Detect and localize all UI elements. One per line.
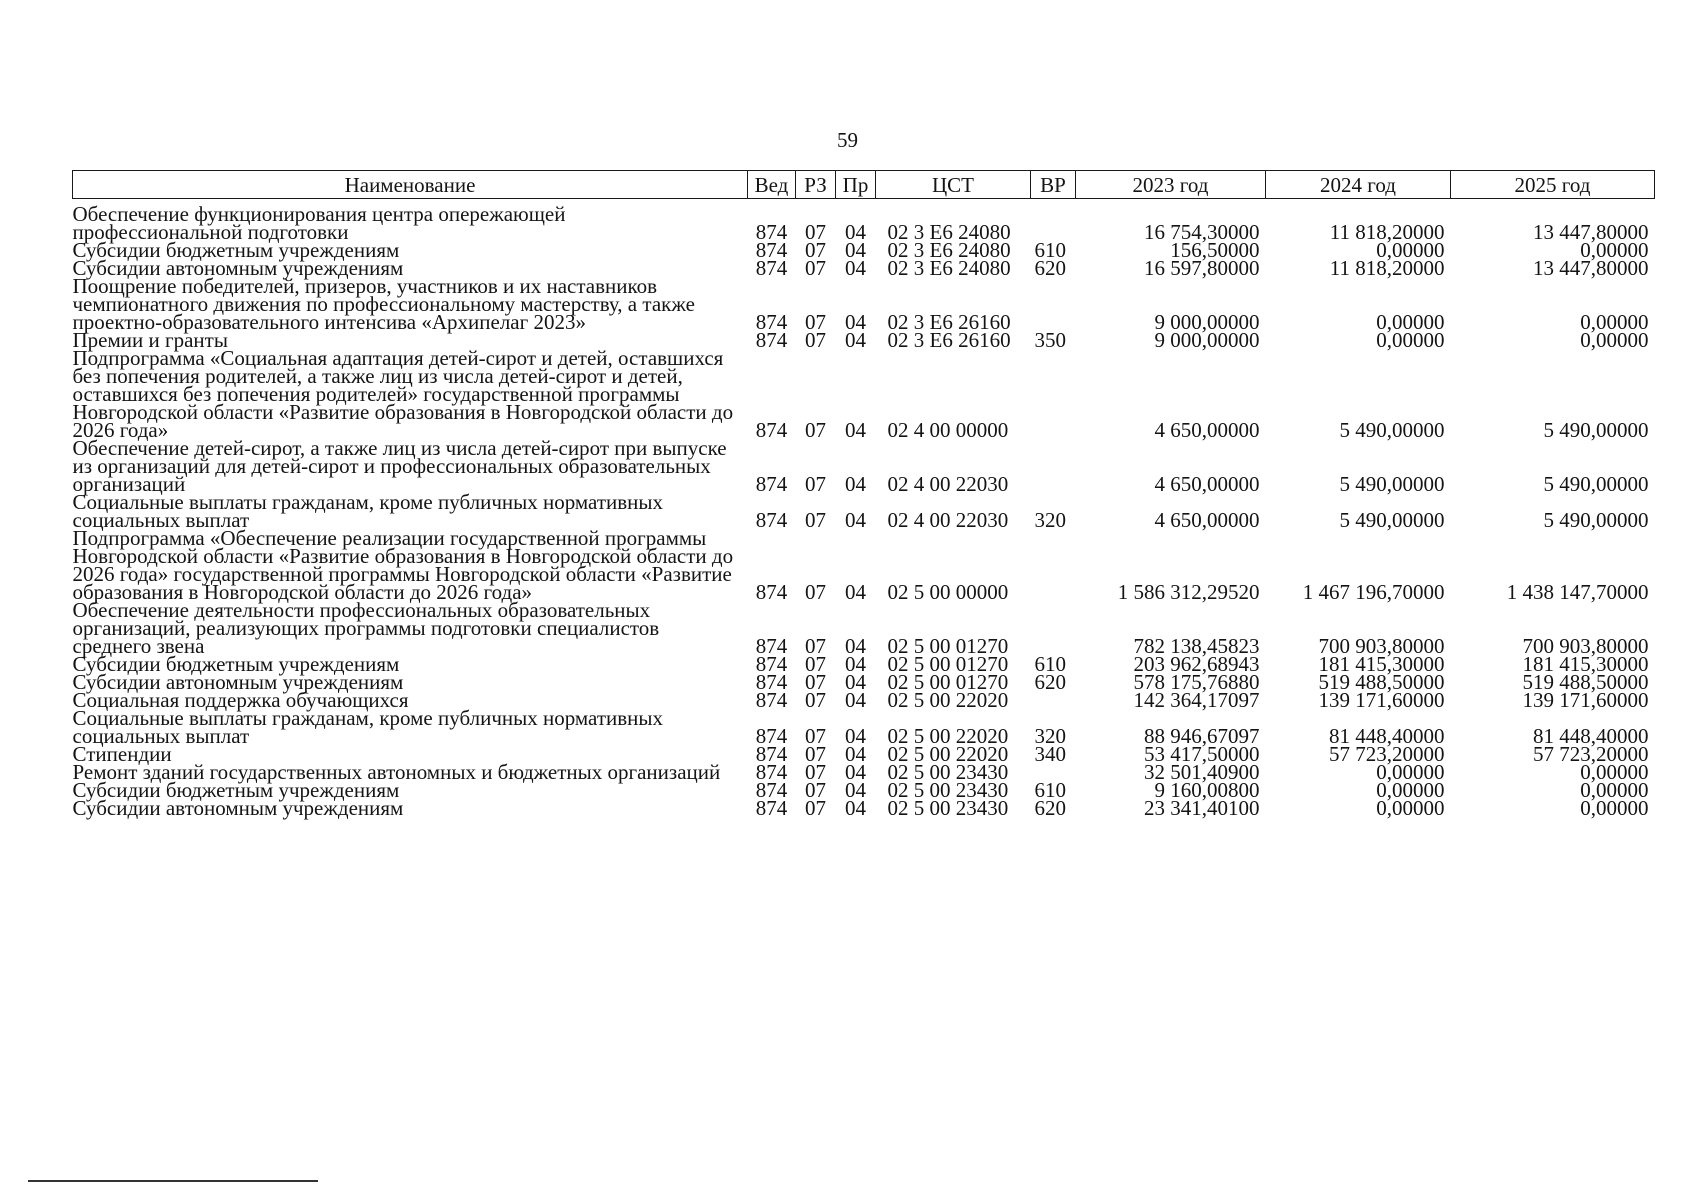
cell-pr: 04 [845,724,866,748]
cell-vr: 350 [1034,328,1066,352]
cell-name: Обеспечение детей-сирот, а также лиц из числа детей-сирот при выпуске из организаций для детей-сирот и профессиональных образовательных организаций [72,436,727,496]
table-row [73,799,1655,817]
cell-2024: 5 490,00000 [1339,508,1445,532]
table-row [73,199,1655,242]
cell-cst: 02 5 00 22020 [887,688,1009,712]
cell-rz: 07 [805,796,826,820]
cell-2024: 57 723,20000 [1329,742,1445,766]
cell-cst: 02 5 00 01270 [887,670,1009,694]
cell-2025: 0,00000 [1580,796,1649,820]
cell-ved: 874 [755,418,788,442]
cell-2023: 782 138,45823 [1133,634,1260,658]
cell-2025: 57 723,20000 [1533,742,1649,766]
cell-2025: 81 448,40000 [1533,724,1649,748]
cell-cst: 02 4 00 00000 [887,418,1009,442]
cell-rz: 07 [805,472,826,496]
cell-pr: 04 [845,238,866,262]
cell-2023: 4 650,00000 [1154,472,1260,496]
cell-pr: 04 [845,796,866,820]
cell-vr [1031,601,1076,655]
cell-name: Субсидии бюджетным учреждениям [72,652,400,676]
cell-cst: 02 3 E6 24080 [887,238,1011,262]
cell-name: Субсидии автономным учреждениям [72,670,404,694]
cell-2025: 1 438 147,70000 [1506,580,1649,604]
col-header-vr: ВР [1031,171,1076,199]
col-header-cst: ЦСТ [876,171,1031,199]
cell-cst: 02 3 E6 24080 [887,256,1011,280]
col-header-ved: Вед [748,171,796,199]
cell-vr: 620 [1034,796,1066,820]
cell-rz: 07 [805,742,826,766]
cell-name: Субсидии автономным учреждениям [72,796,404,820]
cell-rz: 07 [805,220,826,244]
col-header-rz: РЗ [796,171,836,199]
cell-ved: 874 [755,310,788,334]
cell-vr [1031,349,1076,439]
cell-ved: 874 [755,724,788,748]
cell-rz: 07 [805,778,826,802]
cell-2025: 5 490,00000 [1543,508,1649,532]
table-row [73,529,1655,601]
cell-ved: 874 [755,256,788,280]
cell-ved: 874 [755,670,788,694]
cell-cst: 02 5 00 01270 [887,634,1009,658]
footer-divider [28,1180,318,1182]
cell-vr: 320 [1034,508,1066,532]
cell-2023: 16 597,80000 [1144,256,1260,280]
cell-2024: 81 448,40000 [1329,724,1445,748]
cell-pr: 04 [845,580,866,604]
cell-rz: 07 [805,580,826,604]
cell-rz: 07 [805,688,826,712]
cell-2023: 9 160,00800 [1154,778,1260,802]
cell-2025: 700 903,80000 [1522,634,1649,658]
cell-name: Подпрограмма «Обеспечение реализации государственной программы Новгородской области «Развитие образования в Новгородской области до 2026 года» государственной программы Новгородской области «Развитие образования в Новгородской области до 2026 года» [72,526,734,604]
col-header-2024: 2024 год [1266,171,1451,199]
cell-rz: 07 [805,670,826,694]
table-row [73,493,1655,529]
cell-vr: 340 [1034,742,1066,766]
cell-2023: 142 364,17097 [1133,688,1260,712]
cell-2025: 0,00000 [1580,310,1649,334]
cell-rz: 07 [805,634,826,658]
table-header-row [73,171,1655,199]
cell-vr [1031,439,1076,493]
table-row [73,349,1655,439]
cell-rz: 07 [805,508,826,532]
cell-2024: 700 903,80000 [1318,634,1445,658]
cell-2025: 139 171,60000 [1522,688,1649,712]
cell-ved: 874 [755,328,788,352]
cell-ved: 874 [755,778,788,802]
cell-2024: 0,00000 [1376,796,1445,820]
cell-name: Социальная поддержка обучающихся [72,688,409,712]
cell-cst: 02 5 00 22020 [887,742,1009,766]
cell-name: Поощрение победителей, призеров, участников и их наставников чемпионатного движения по профессиональному мастерству, а также проектно-образовательного интенсива «Архипелаг 2023» [72,274,695,334]
cell-ved: 874 [755,508,788,532]
cell-name: Премии и гранты [72,328,228,352]
cell-ved: 874 [755,760,788,784]
cell-pr: 04 [845,220,866,244]
cell-2024: 0,00000 [1376,760,1445,784]
cell-pr: 04 [845,508,866,532]
cell-vr: 610 [1034,652,1066,676]
cell-vr: 320 [1034,724,1066,748]
cell-2023: 23 341,40100 [1144,796,1260,820]
col-header-2025: 2025 год [1451,171,1655,199]
cell-2024: 1 467 196,70000 [1302,580,1445,604]
cell-rz: 07 [805,238,826,262]
cell-ved: 874 [755,580,788,604]
cell-pr: 04 [845,652,866,676]
cell-2025: 13 447,80000 [1533,220,1649,244]
cell-name: Субсидии бюджетным учреждениям [72,778,400,802]
table-row [73,439,1655,493]
cell-2024: 181 415,30000 [1318,652,1445,676]
cell-ved: 874 [755,472,788,496]
cell-2024: 5 490,00000 [1339,472,1445,496]
cell-2023: 4 650,00000 [1154,508,1260,532]
cell-cst: 02 5 00 23430 [887,778,1009,802]
cell-2025: 181 415,30000 [1522,652,1649,676]
cell-vr: 620 [1034,670,1066,694]
cell-pr: 04 [845,256,866,280]
cell-name: Подпрограмма «Социальная адаптация детей-сирот и детей, оставшихся без попечения родителей, а также лиц из числа детей-сирот и детей, оставшихся без попечения родителей» государственной программы Новгородской области «Развитие образования в Новгородской области до 2026 года» [72,346,734,442]
cell-2024: 0,00000 [1376,328,1445,352]
cell-pr: 04 [845,670,866,694]
cell-pr: 04 [845,760,866,784]
cell-cst: 02 5 00 22020 [887,724,1009,748]
table-row [73,709,1655,745]
cell-pr: 04 [845,688,866,712]
cell-vr [1031,199,1076,242]
cell-pr: 04 [845,310,866,334]
cell-cst: 02 4 00 22030 [887,472,1009,496]
cell-rz: 07 [805,652,826,676]
cell-cst: 02 5 00 01270 [887,652,1009,676]
cell-2024: 0,00000 [1376,310,1445,334]
cell-rz: 07 [805,418,826,442]
cell-name: Субсидии бюджетным учреждениям [72,238,400,262]
cell-2025: 519 488,50000 [1522,670,1649,694]
cell-pr: 04 [845,778,866,802]
cell-2025: 0,00000 [1580,328,1649,352]
cell-pr: 04 [845,472,866,496]
cell-name: Стипендии [72,742,172,766]
cell-2025: 0,00000 [1580,760,1649,784]
cell-2024: 11 818,20000 [1329,220,1445,244]
cell-2025: 5 490,00000 [1543,418,1649,442]
cell-vr: 610 [1034,778,1066,802]
cell-cst: 02 4 00 22030 [887,508,1009,532]
cell-2024: 11 818,20000 [1329,256,1445,280]
cell-pr: 04 [845,328,866,352]
cell-ved: 874 [755,796,788,820]
cell-2025: 13 447,80000 [1533,256,1649,280]
cell-2023: 1 586 312,29520 [1117,580,1260,604]
cell-name: Ремонт зданий государственных автономных и бюджетных организаций [72,760,721,784]
cell-cst: 02 3 E6 26160 [887,328,1011,352]
cell-cst: 02 3 E6 24080 [887,220,1011,244]
cell-vr: 620 [1034,256,1066,280]
cell-pr: 04 [845,634,866,658]
cell-2025: 0,00000 [1580,238,1649,262]
cell-2023: 578 175,76880 [1133,670,1260,694]
cell-ved: 874 [755,634,788,658]
table-row [73,277,1655,331]
cell-2023: 4 650,00000 [1154,418,1260,442]
cell-ved: 874 [755,742,788,766]
cell-name: Обеспечение деятельности профессиональных образовательных организаций, реализующих программы подготовки специалистов среднего звена [72,598,660,658]
cell-cst: 02 5 00 00000 [887,580,1009,604]
cell-rz: 07 [805,310,826,334]
cell-2025: 0,00000 [1580,778,1649,802]
cell-2024: 139 171,60000 [1318,688,1445,712]
budget-table [72,170,1655,820]
cell-pr: 04 [845,418,866,442]
cell-2024: 0,00000 [1376,238,1445,262]
cell-2023: 156,50000 [1170,238,1260,262]
cell-ved: 874 [755,652,788,676]
page-number: 59 [837,128,858,152]
cell-pr: 04 [845,742,866,766]
cell-cst: 02 5 00 23430 [887,796,1009,820]
cell-vr [1031,277,1076,331]
cell-2024: 519 488,50000 [1318,670,1445,694]
cell-rz: 07 [805,256,826,280]
col-header-name: Наименование [73,171,748,199]
cell-name: Социальные выплаты гражданам, кроме публичных нормативных социальных выплат [72,706,664,748]
cell-ved: 874 [755,220,788,244]
cell-2023: 53 417,50000 [1144,742,1260,766]
cell-rz: 07 [805,328,826,352]
cell-rz: 07 [805,760,826,784]
cell-2023: 9 000,00000 [1154,328,1260,352]
cell-ved: 874 [755,238,788,262]
col-header-pr: Пр [836,171,876,199]
cell-2023: 16 754,30000 [1144,220,1260,244]
cell-name: Обеспечение функционирования центра опережающей профессиональной подготовки [72,202,566,244]
cell-vr [1031,529,1076,601]
table-row [73,601,1655,655]
cell-cst: 02 5 00 23430 [887,760,1009,784]
cell-2023: 32 501,40900 [1144,760,1260,784]
table-body [73,199,1655,818]
cell-name: Субсидии автономным учреждениям [72,256,404,280]
cell-2023: 88 946,67097 [1144,724,1260,748]
cell-rz: 07 [805,724,826,748]
cell-2023: 203 962,68943 [1133,652,1260,676]
col-header-2023: 2023 год [1076,171,1266,199]
cell-ved: 874 [755,688,788,712]
cell-2024: 0,00000 [1376,778,1445,802]
cell-2025: 5 490,00000 [1543,472,1649,496]
cell-cst: 02 3 E6 26160 [887,310,1011,334]
cell-name: Социальные выплаты гражданам, кроме публичных нормативных социальных выплат [72,490,664,532]
cell-vr: 610 [1034,238,1066,262]
cell-2024: 5 490,00000 [1339,418,1445,442]
cell-2023: 9 000,00000 [1154,310,1260,334]
